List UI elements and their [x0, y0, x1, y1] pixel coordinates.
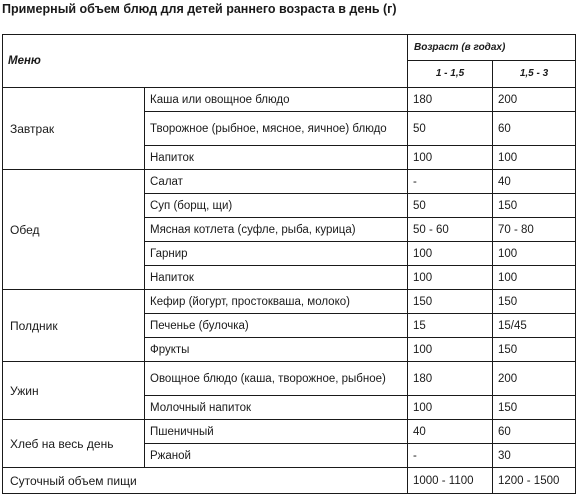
table-row: [3, 88, 576, 112]
total-label: Суточный объем пищи: [3, 468, 408, 494]
dish-cell: Каша или овощное блюдо: [145, 88, 408, 112]
age-group-1-header: 1 - 1,5: [408, 61, 493, 88]
value-age-1: 50: [408, 194, 493, 218]
value-age-2: 100: [493, 266, 576, 290]
dish-cell: Пшеничный: [145, 420, 408, 444]
value-age-2: 70 - 80: [493, 218, 576, 242]
dish-cell: Творожное (рыбное, мясное, яичное) блюдо: [145, 112, 408, 146]
dish-cell: Мясная котлета (суфле, рыба, курица): [145, 218, 408, 242]
value-age-1: -: [408, 170, 493, 194]
value-age-1: 100: [408, 146, 493, 170]
dish-cell: Напиток: [145, 146, 408, 170]
dish-cell: Кефир (йогурт, простокваша, молоко): [145, 290, 408, 314]
value-age-2: 100: [493, 146, 576, 170]
table-row: [3, 290, 576, 314]
value-age-1: 50 - 60: [408, 218, 493, 242]
age-group-2-header: 1,5 - 3: [493, 61, 576, 88]
value-age-2: 150: [493, 290, 576, 314]
value-age-1: 180: [408, 88, 493, 112]
value-age-2: 200: [493, 362, 576, 396]
value-age-1: 50: [408, 112, 493, 146]
dish-cell: Напиток: [145, 266, 408, 290]
value-age-1: 100: [408, 396, 493, 420]
age-header: Возраст (в годах): [408, 35, 576, 61]
total-age-1: 1000 - 1100: [408, 468, 493, 494]
value-age-1: -: [408, 444, 493, 468]
value-age-1: 150: [408, 290, 493, 314]
table-row: [3, 362, 576, 396]
value-age-2: 100: [493, 242, 576, 266]
value-age-1: 15: [408, 314, 493, 338]
total-row: [3, 468, 576, 494]
value-age-1: 100: [408, 338, 493, 362]
menu-header: Меню: [3, 35, 408, 88]
dish-cell: Салат: [145, 170, 408, 194]
dish-cell: Гарнир: [145, 242, 408, 266]
value-age-1: 40: [408, 420, 493, 444]
value-age-2: 200: [493, 88, 576, 112]
dish-cell: Фрукты: [145, 338, 408, 362]
dish-cell: Суп (борщ, щи): [145, 194, 408, 218]
dish-cell: Овощное блюдо (каша, творожное, рыбное): [145, 362, 408, 396]
value-age-2: 150: [493, 338, 576, 362]
dish-cell: Молочный напиток: [145, 396, 408, 420]
dish-cell: Ржаной: [145, 444, 408, 468]
meal-dinner: Ужин: [3, 362, 145, 420]
dish-cell: Печенье (булочка): [145, 314, 408, 338]
meal-lunch: Обед: [3, 170, 145, 290]
meal-breakfast: Завтрак: [3, 88, 145, 170]
table-row: [3, 170, 576, 194]
value-age-1: 100: [408, 266, 493, 290]
header-row: [3, 35, 576, 61]
value-age-2: 60: [493, 420, 576, 444]
value-age-1: 100: [408, 242, 493, 266]
page-title: Примерный объем блюд для детей раннего возраста в день (г): [2, 2, 397, 16]
meal-afternoon-snack: Полдник: [3, 290, 145, 362]
table-row: [3, 420, 576, 444]
meal-daily-bread: Хлеб на весь день: [3, 420, 145, 468]
value-age-2: 60: [493, 112, 576, 146]
value-age-2: 30: [493, 444, 576, 468]
value-age-2: 150: [493, 194, 576, 218]
value-age-1: 180: [408, 362, 493, 396]
value-age-2: 150: [493, 396, 576, 420]
value-age-2: 40: [493, 170, 576, 194]
total-age-2: 1200 - 1500: [493, 468, 576, 494]
value-age-2: 15/45: [493, 314, 576, 338]
portion-table: [2, 34, 576, 494]
